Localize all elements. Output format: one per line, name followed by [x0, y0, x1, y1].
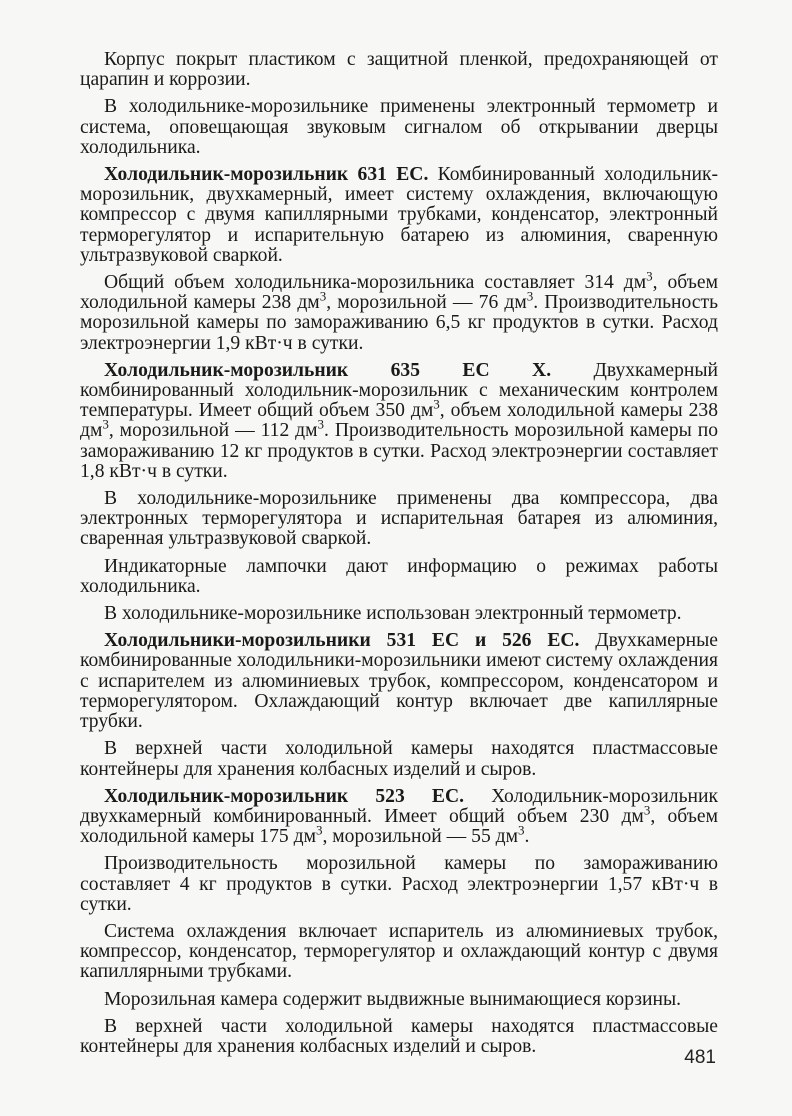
text-run: , объем холодильной камеры 238 дм — [80, 400, 719, 442]
paragraph-text: В холодильнике-морозильнике применены два компрессора, два электронных терморегулятора и испарительная батарея из алюминия, сваренная ультразвуковой сваркой. — [80, 488, 718, 550]
paragraph-631-ec — [80, 165, 718, 266]
paragraph-635-ec-x — [80, 361, 718, 482]
paragraph-text: В верхней части холодильной камеры находятся пластмассовые контейнеры для хранения колбасных изделий и сыров. — [80, 738, 718, 780]
paragraph-13 — [80, 922, 718, 983]
paragraph-6 — [80, 489, 718, 550]
page-number: 481 — [684, 1047, 716, 1068]
model-heading: Холодильники-морозильники 531 ЕС и 526 ЕС. — [104, 630, 580, 652]
text-column — [80, 50, 718, 1064]
paragraph-12 — [80, 854, 718, 915]
paragraph-8 — [80, 604, 718, 624]
text-run: . Производительность морозильной камеры по замораживанию 6,5 кг продуктов в сутки. Расход электроэнергии 1,9 кВт·ч в сутки. — [80, 292, 719, 354]
paragraph-531-526-ec — [80, 631, 718, 732]
paragraph-10 — [80, 739, 718, 779]
model-heading: Холодильник-морозильник 631 ЕС. — [104, 164, 429, 186]
paragraph-2 — [80, 97, 718, 158]
text-run: Двухкамерный комбинированный холодильник-морозильник с механическим контролем температуры. Имеет общий объем 350 дм — [80, 359, 719, 422]
superscript: 3 — [643, 802, 651, 818]
text-run: . — [524, 826, 530, 848]
superscript: 3 — [315, 822, 323, 838]
paragraph-text: Комбинированный холодильник-морозильник, двухкамерный, имеет систему охлаждения, включающую компрессор с двумя капиллярными трубками, конденсатор, электронный терморегулятор и испарительную батарею из алюминия, сваренную ультразвуковой сваркой. — [80, 164, 719, 266]
superscript: 3 — [526, 288, 534, 304]
paragraph-text: Индикаторные лампочки дают информацию о режимах работы холодильника. — [80, 555, 718, 597]
paragraph-631-specs — [80, 268, 719, 354]
superscript: 3 — [646, 268, 653, 284]
superscript: 3 — [433, 396, 440, 412]
text-run: , морозильной — 55 дм — [322, 826, 519, 848]
paragraph-14 — [80, 990, 718, 1010]
paragraph-text: Система охлаждения включает испаритель из алюминиевых трубок, компрессор, конденсатор, терморегулятор и охлаждающий контур с двумя капиллярными трубками. — [80, 920, 718, 983]
paragraph-7 — [80, 557, 718, 597]
paragraph-15 — [80, 1017, 718, 1057]
text-run: , объем холодильной камеры 238 дм — [80, 272, 718, 314]
paragraph-523-ec — [80, 787, 718, 848]
paragraph-1 — [80, 50, 718, 90]
paragraph-text: В холодильнике-морозильнике использован электронный термометр. — [104, 603, 682, 625]
superscript: 3 — [319, 288, 327, 304]
superscript: 3 — [102, 416, 109, 432]
text-run: . Производительность морозильной камеры по замораживанию 12 кг продуктов в сутки. Расход электроэнергии составляет 1,8 кВт·ч в сутки. — [80, 420, 718, 482]
model-heading: Холодильник-морозильник 523 ЕС. — [104, 785, 464, 807]
model-heading: Холодильник-морозильник 635 ЕС X. — [104, 359, 552, 381]
paragraph-text: Корпус покрыт пластиком с защитной пленкой, предохраняющей от царапин и коррозии. — [80, 49, 718, 91]
text-run: Холодильник-морозильник двухкамерный комбинированный. Имеет общий объем 230 дм — [80, 785, 718, 827]
superscript: 3 — [518, 822, 525, 838]
paragraph-text: В верхней части холодильной камеры находятся пластмассовые контейнеры для хранения колбасных изделий и сыров. — [80, 1015, 718, 1057]
paragraph-text: Двухкамерные комбинированные холодильники-морозильники имеют систему охлаждения с испарителем из алюминиевых трубок, компрессором, конденсатором и терморегулятором. Охлаждающий контур включает две капиллярные трубки. — [80, 630, 718, 733]
paragraph-text: В холодильнике-морозильнике применены электронный термометр и система, оповещающая звуковым сигналом об открывании дверцы холодильника. — [80, 96, 718, 158]
text-run: , объем холодильной камеры 175 дм — [80, 805, 718, 848]
text-run: , морозильной — 76 дм — [326, 292, 527, 314]
superscript: 3 — [317, 416, 325, 432]
text-run: Общий объем холодильника-морозильника составляет 314 дм — [104, 272, 647, 294]
paragraph-text: Производительность морозильной камеры по замораживанию составляет 4 кг продуктов в сутки. Расход электроэнергии 1,57 кВт·ч в сутки. — [80, 853, 718, 915]
paragraph-text: Морозильная камера содержит выдвижные вынимающиеся корзины. — [104, 988, 682, 1010]
text-run: , морозильной — 112 дм — [108, 420, 318, 442]
